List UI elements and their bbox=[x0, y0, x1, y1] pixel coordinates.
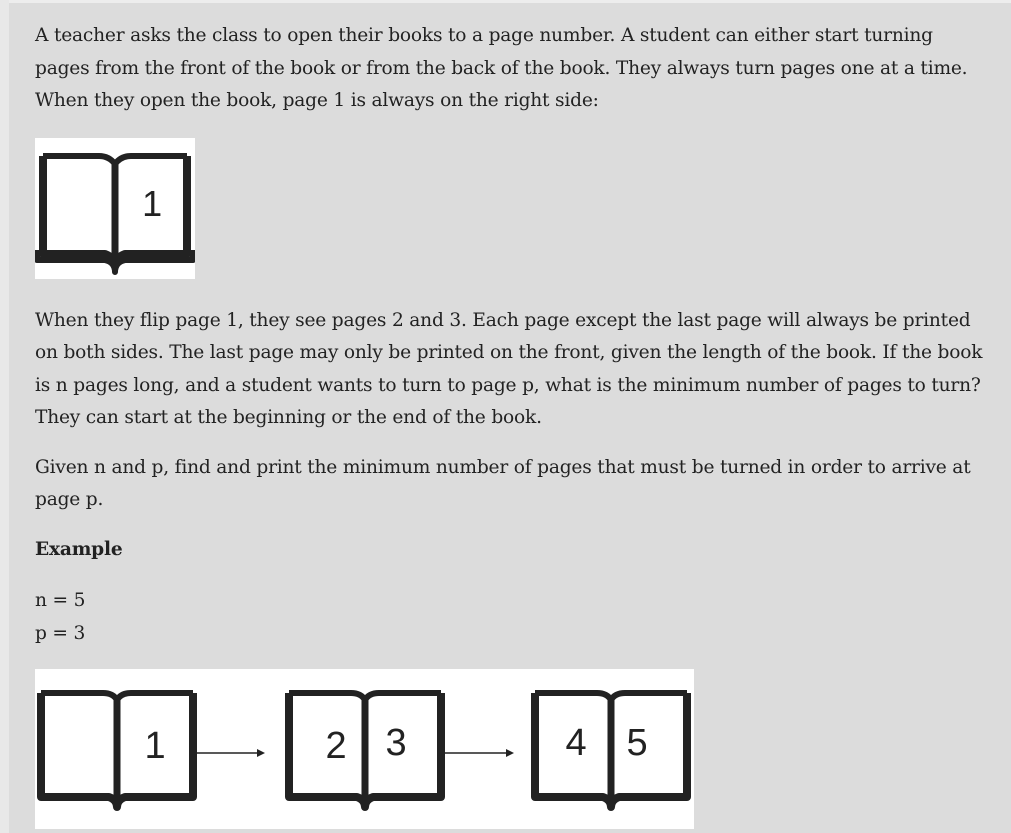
arrow-right-icon bbox=[443, 749, 514, 757]
open-book-figure bbox=[35, 138, 195, 279]
problem-content bbox=[35, 20, 990, 829]
flip-paragraph: When they flip page 1, they see pages 2 and 3. Each page except the last page will always be printed on both sides. The last page may only be printed on the front, given the length of the book. If the book is n pages long, and a student wants to turn to page p, what is the minimum number of pages to turn? They can start at the beginning or the end of the book. bbox=[35, 309, 983, 428]
given-paragraph: Given n and p, find and print the minimum number of pages that must be turned in order to arrive at page p. bbox=[35, 456, 971, 510]
example-variables bbox=[35, 585, 990, 650]
book-icon bbox=[41, 693, 193, 807]
intro-paragraph: A teacher asks the class to open their books to a page number. A student can either start turning pages from the front of the book or from the back of the book. They always turn pages one at a time. When they open the book, page 1 is always on the right side: bbox=[35, 25, 968, 111]
book-icon bbox=[535, 693, 687, 807]
page-turn-sequence-figure bbox=[35, 669, 694, 829]
example-heading: Example bbox=[35, 538, 123, 560]
top-rule bbox=[9, 0, 1011, 3]
book-icon bbox=[37, 156, 193, 272]
book3-left-page: 4 bbox=[565, 722, 587, 764]
book1-right-page: 1 bbox=[144, 725, 166, 767]
left-rail bbox=[0, 0, 9, 833]
book2-left-page: 2 bbox=[325, 725, 347, 767]
example-p: p = 3 bbox=[35, 622, 86, 644]
arrow-right-icon bbox=[195, 749, 265, 757]
book3-right-page: 5 bbox=[626, 722, 648, 764]
example-n: n = 5 bbox=[35, 590, 86, 611]
book-icon bbox=[289, 693, 441, 807]
book2-right-page: 3 bbox=[385, 722, 407, 764]
page-number-1: 1 bbox=[142, 182, 162, 224]
